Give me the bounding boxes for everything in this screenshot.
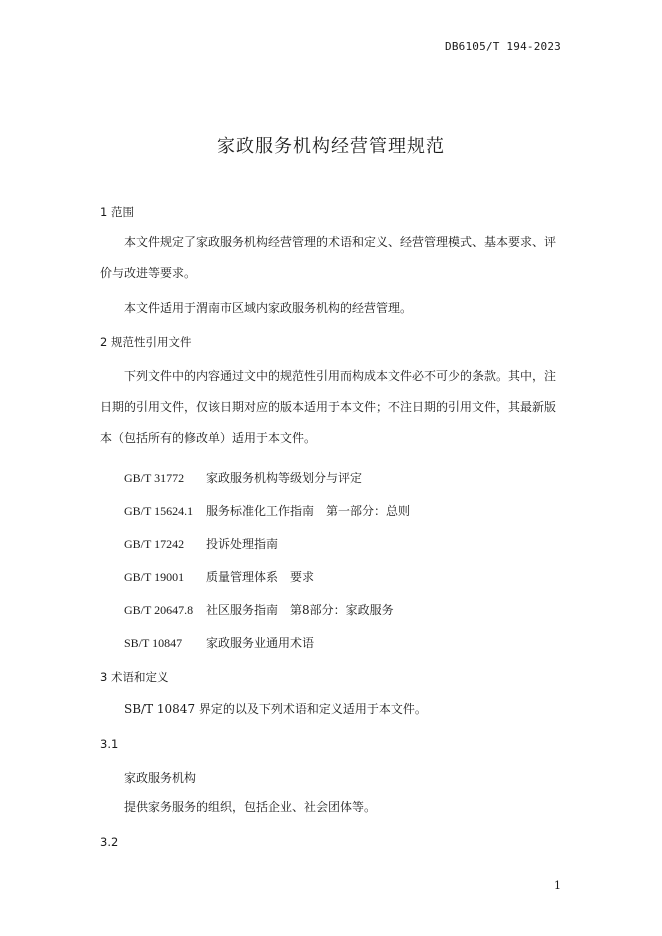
reference-code: GB/T 31772 (124, 471, 185, 485)
section-1-paragraph-2: 本文件适用于渭南市区域内家政服务机构的经营管理。 (124, 301, 413, 315)
section-2-paragraph-1: 下列文件中的内容通过文中的规范性引用而构成本文件必不可少的条款。其中，注日期的引用文件，仅该日期对应的版本适用于本文件；不注日期的引用文件，其最新版本（包括所有的修改单）适用于本文件。 (100, 369, 557, 445)
reference-code: GB/T 19001 (124, 570, 185, 584)
document-title: 家政服务机构经营管理规范 (217, 136, 445, 157)
reference-name: 家政服务机构等级划分与评定 (206, 471, 363, 485)
section-1-paragraph-1: 本文件规定了家政服务机构经营管理的术语和定义、经营管理模式、基本要求、评价与改进等要求。 (100, 235, 557, 280)
subsection-3-2-number: 3.2 (100, 835, 119, 849)
reference-name: 投诉处理指南 (206, 537, 279, 551)
term-household-service-agency: 家政服务机构 (124, 771, 197, 785)
reference-name: 社区服务指南 第8部分：家政服务 (206, 603, 394, 617)
reference-item (124, 469, 362, 486)
reference-name: 服务标准化工作指南 第一部分：总则 (206, 504, 411, 518)
reference-item (124, 568, 314, 585)
reference-item (124, 535, 278, 552)
reference-name: 家政服务业通用术语 (206, 636, 315, 650)
reference-item (124, 601, 394, 618)
reference-item (124, 502, 410, 519)
section-3-paragraph-1: SB/T 10847 界定的以及下列术语和定义适用于本文件。 (124, 702, 427, 716)
reference-code: GB/T 15624.1 (124, 504, 194, 518)
standard-number: DB6105/T 194-2023 (445, 40, 561, 53)
page-number: 1 (554, 879, 561, 892)
term-definition: 提供家务服务的组织，包括企业、社会团体等。 (124, 800, 377, 814)
section-1-heading: 1 范围 (100, 205, 134, 219)
section-2-heading: 2 规范性引用文件 (100, 335, 192, 349)
reference-name: 质量管理体系 要求 (206, 570, 315, 584)
reference-item (124, 634, 314, 651)
subsection-3-1-number: 3.1 (100, 737, 119, 751)
section-3-heading: 3 术语和定义 (100, 670, 169, 684)
reference-code: GB/T 20647.8 (124, 603, 194, 617)
reference-code: SB/T 10847 (124, 636, 183, 650)
reference-code: GB/T 17242 (124, 537, 185, 551)
